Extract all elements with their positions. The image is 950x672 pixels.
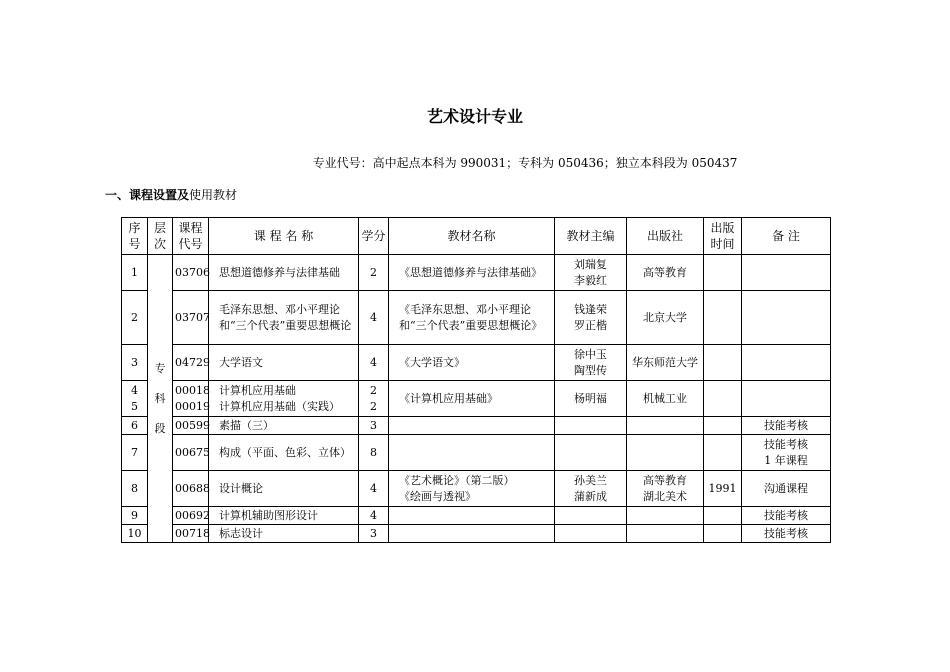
cell-note: 技能考核	[742, 525, 831, 543]
cell-textbook: 《大学语文》	[389, 345, 555, 381]
cell-editor	[555, 435, 627, 471]
header-code: 课程 代号	[173, 218, 209, 255]
cell-no: 4 5	[122, 381, 148, 417]
cell-course: 素描（三）	[209, 417, 359, 435]
cell-year	[704, 291, 742, 345]
cell-level: 专 科 段	[148, 255, 173, 543]
major-code-line: 专业代号：高中起点本科为 990031；专科为 050436；独立本科段为 050437	[312, 156, 738, 170]
cell-textbook	[389, 435, 555, 471]
cell-code: 00692	[173, 507, 209, 525]
cell-editor: 杨明福	[555, 381, 627, 417]
table-row	[122, 471, 831, 507]
cell-year	[704, 525, 742, 543]
cell-no: 8	[122, 471, 148, 507]
cell-editor: 钱逢荣 罗正楷	[555, 291, 627, 345]
table-row	[122, 345, 831, 381]
cell-no: 9	[122, 507, 148, 525]
cell-credit: 4	[359, 471, 389, 507]
cell-credit: 3	[359, 417, 389, 435]
cell-credit: 4	[359, 345, 389, 381]
cell-publisher	[627, 417, 704, 435]
header-editor: 教材主编	[555, 218, 627, 255]
cell-no: 10	[122, 525, 148, 543]
header-no: 序号	[122, 218, 148, 255]
table-row	[122, 381, 831, 417]
table-header-row	[122, 218, 831, 255]
cell-year	[704, 345, 742, 381]
cell-no: 7	[122, 435, 148, 471]
cell-publisher	[627, 525, 704, 543]
cell-no: 3	[122, 345, 148, 381]
cell-editor	[555, 417, 627, 435]
header-textbook: 教材名称	[389, 218, 555, 255]
header-year: 出版 时间	[704, 218, 742, 255]
cell-course: 计算机应用基础 计算机应用基础（实践）	[209, 381, 359, 417]
section-heading-main: 一、课程设置及	[105, 188, 190, 202]
cell-course: 毛泽东思想、邓小平理论和“三个代表”重要思想概论	[209, 291, 359, 345]
cell-textbook	[389, 507, 555, 525]
cell-textbook: 《思想道德修养与法律基础》	[389, 255, 555, 291]
header-publisher: 出版社	[627, 218, 704, 255]
cell-code: 00599	[173, 417, 209, 435]
cell-course: 设计概论	[209, 471, 359, 507]
cell-credit: 4	[359, 291, 389, 345]
course-table	[121, 217, 831, 543]
section-heading-tail: 使用教材	[189, 188, 238, 202]
cell-editor: 孙美兰 蒲新成	[555, 471, 627, 507]
cell-note	[742, 291, 831, 345]
cell-publisher: 高等教育	[627, 255, 704, 291]
cell-publisher	[627, 507, 704, 525]
cell-textbook: 《艺术概论》（第二版） 《绘画与透视》	[389, 471, 555, 507]
cell-credit: 4	[359, 507, 389, 525]
cell-textbook	[389, 525, 555, 543]
cell-course: 大学语文	[209, 345, 359, 381]
cell-year	[704, 255, 742, 291]
cell-no: 6	[122, 417, 148, 435]
cell-publisher: 机械工业	[627, 381, 704, 417]
cell-editor: 徐中玉 陶型传	[555, 345, 627, 381]
table-row	[122, 435, 831, 471]
cell-editor: 刘瑞复 李毅红	[555, 255, 627, 291]
cell-year	[704, 435, 742, 471]
cell-publisher: 高等教育 湖北美术	[627, 471, 704, 507]
cell-editor	[555, 507, 627, 525]
cell-course: 计算机辅助图形设计	[209, 507, 359, 525]
cell-code: 00688	[173, 471, 209, 507]
cell-note: 技能考核	[742, 507, 831, 525]
cell-code: 00718	[173, 525, 209, 543]
cell-credit: 8	[359, 435, 389, 471]
cell-credit: 3	[359, 525, 389, 543]
cell-textbook: 《毛泽东思想、邓小平理论和“三个代表”重要思想概论》	[389, 291, 555, 345]
cell-code: 00675	[173, 435, 209, 471]
table-row	[122, 417, 831, 435]
cell-course: 标志设计	[209, 525, 359, 543]
table-row	[122, 291, 831, 345]
cell-no: 2	[122, 291, 148, 345]
cell-note	[742, 381, 831, 417]
cell-note: 技能考核 1 年课程	[742, 435, 831, 471]
cell-code: 03707	[173, 291, 209, 345]
cell-code: 00018 00019	[173, 381, 209, 417]
cell-year	[704, 381, 742, 417]
section-heading	[105, 186, 237, 203]
table-row	[122, 525, 831, 543]
cell-year	[704, 507, 742, 525]
cell-course: 构成（平面、色彩、立体）	[209, 435, 359, 471]
header-course: 课 程 名 称	[209, 218, 359, 255]
header-note: 备 注	[742, 218, 831, 255]
table-row	[122, 507, 831, 525]
cell-note	[742, 345, 831, 381]
cell-credit: 2	[359, 255, 389, 291]
cell-note: 技能考核	[742, 417, 831, 435]
header-credit: 学分	[359, 218, 389, 255]
cell-course: 思想道德修养与法律基础	[209, 255, 359, 291]
cell-note	[742, 255, 831, 291]
cell-note: 沟通课程	[742, 471, 831, 507]
cell-editor	[555, 525, 627, 543]
cell-publisher	[627, 435, 704, 471]
cell-year: 1991	[704, 471, 742, 507]
cell-no: 1	[122, 255, 148, 291]
cell-credit: 2 2	[359, 381, 389, 417]
cell-textbook: 《计算机应用基础》	[389, 381, 555, 417]
cell-publisher: 华东师范大学	[627, 345, 704, 381]
cell-code: 03706	[173, 255, 209, 291]
cell-year	[704, 417, 742, 435]
cell-textbook	[389, 417, 555, 435]
cell-code: 04729	[173, 345, 209, 381]
cell-publisher: 北京大学	[627, 291, 704, 345]
header-level: 层次	[148, 218, 173, 255]
table-row	[122, 255, 831, 291]
page-title: 艺术设计专业	[426, 107, 523, 126]
